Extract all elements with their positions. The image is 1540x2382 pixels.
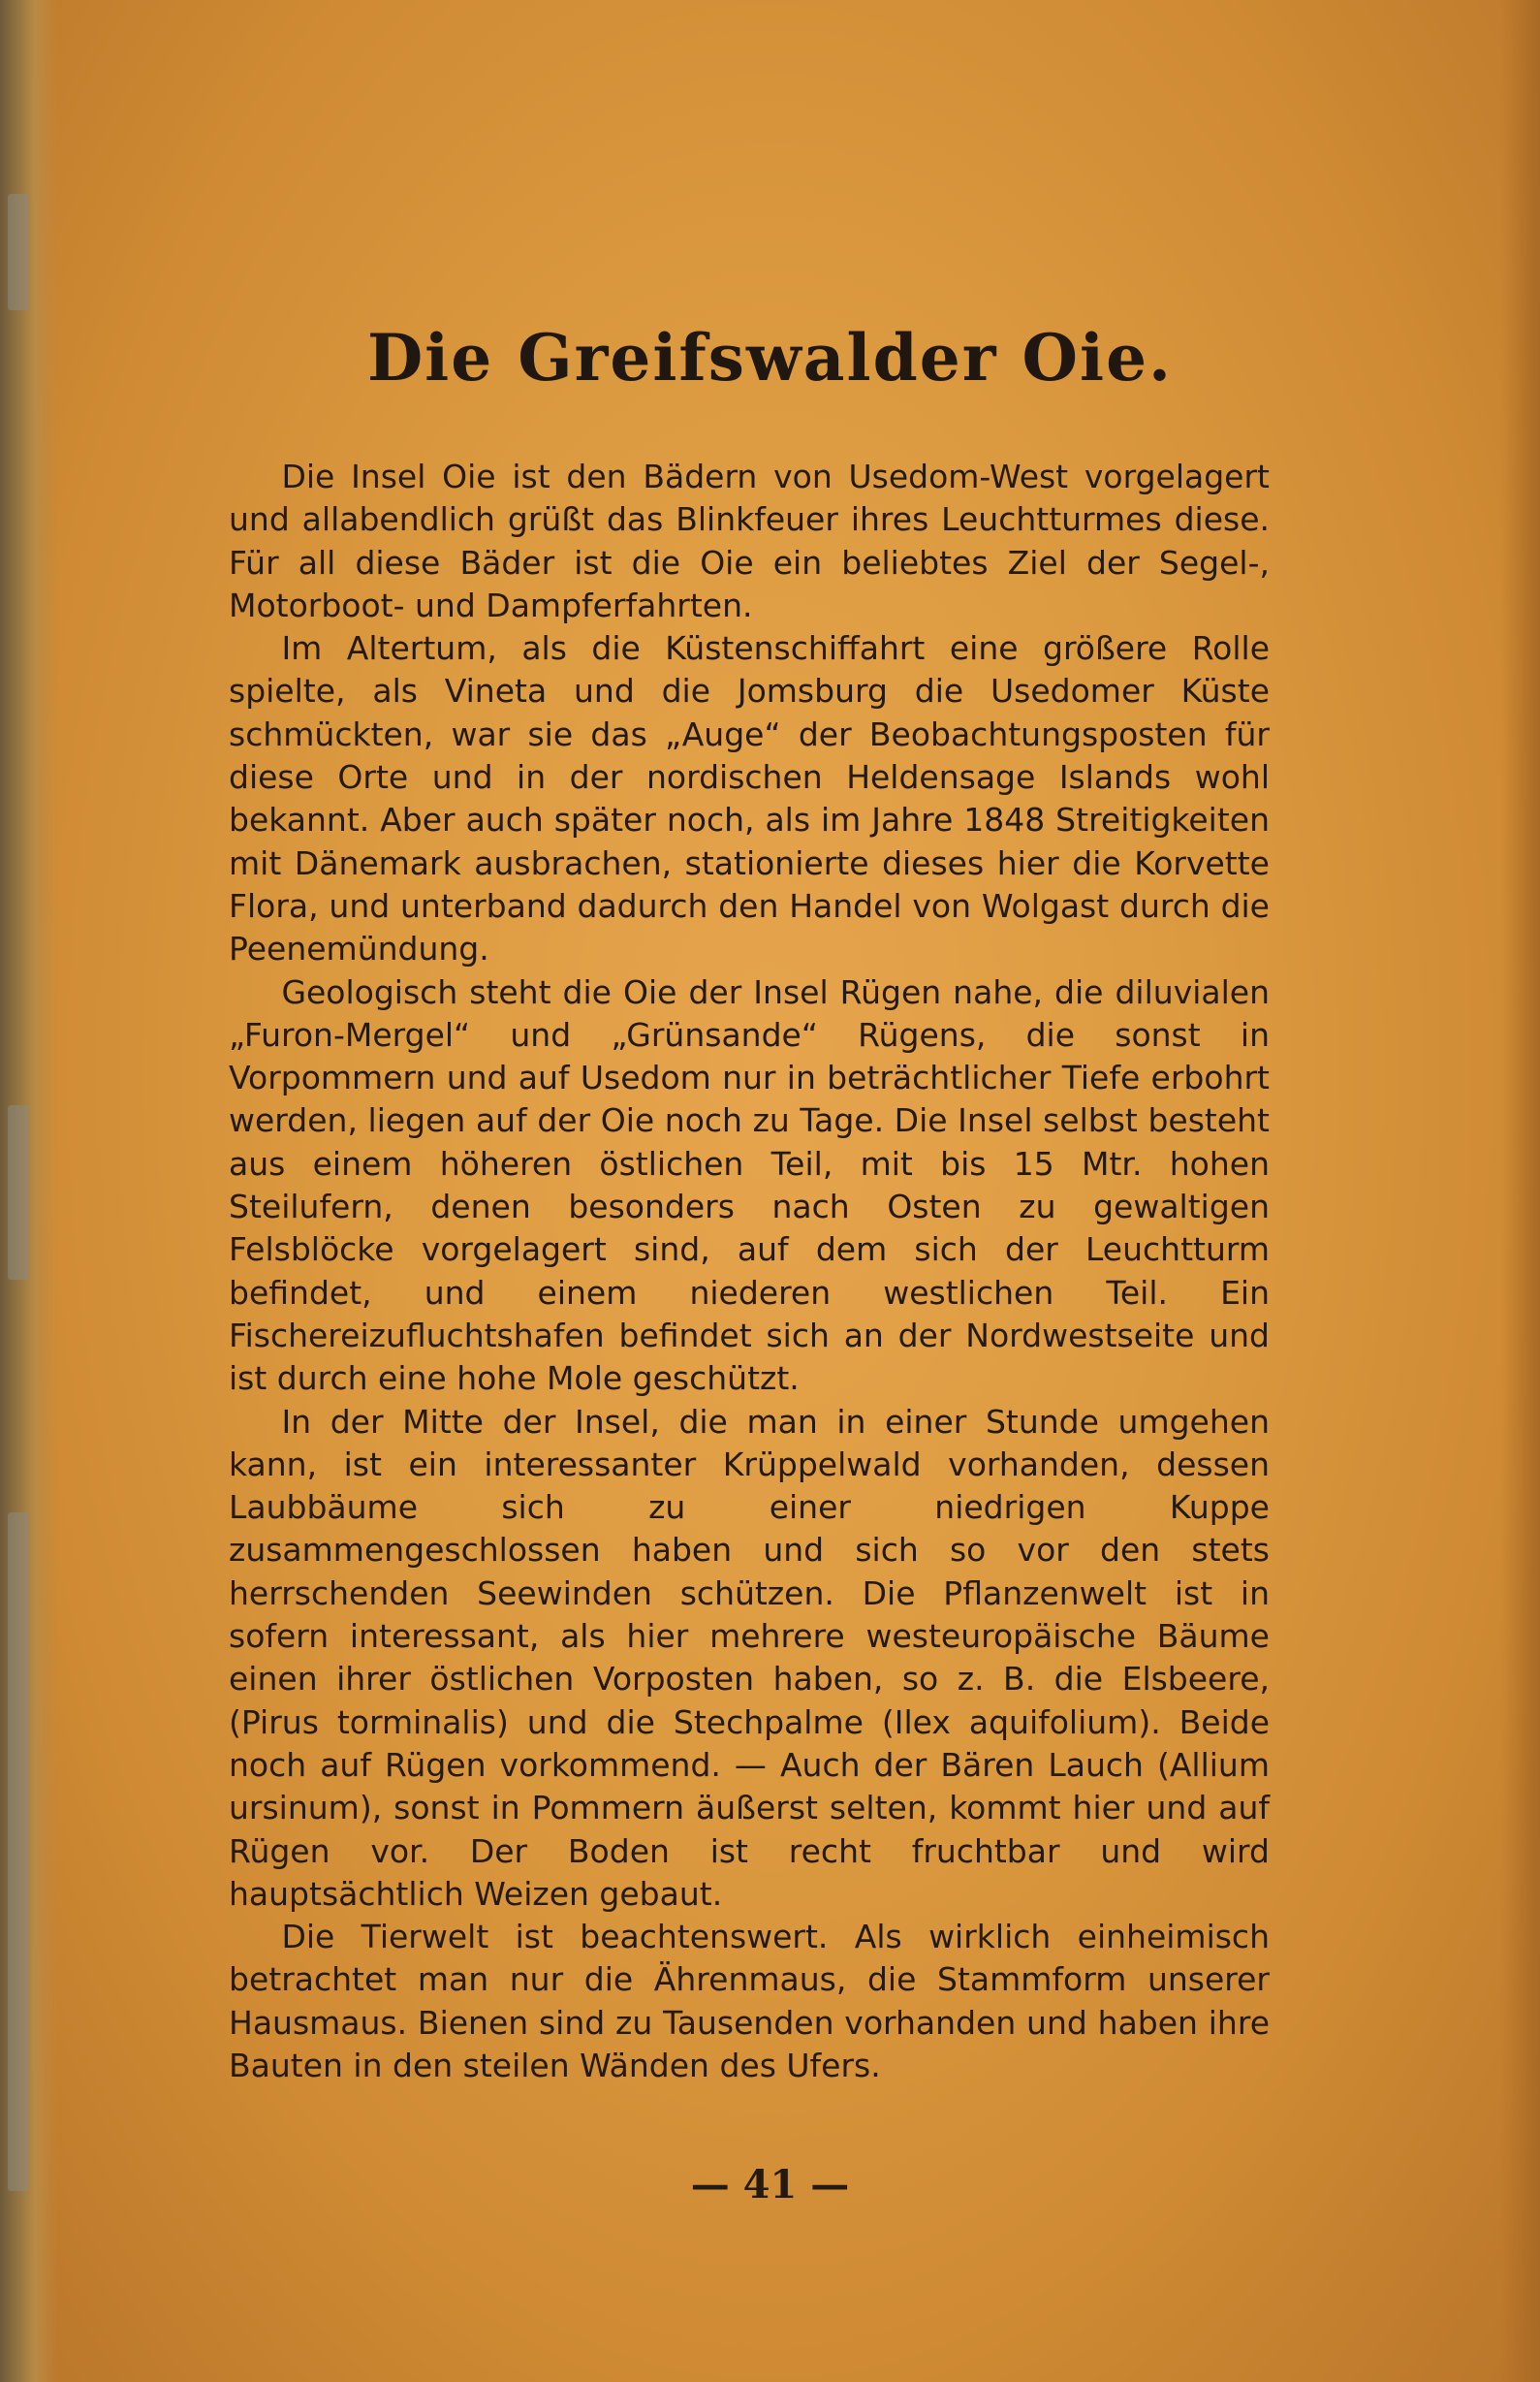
paragraph-2: Im Altertum, als die Küstenschiffahrt eine größere Rolle spielte, als Vineta und die Jomsburg die Usedomer Küste schmückten, war sie das „Auge“ der Beobachtungsposten für diese Orte und in der nordischen Heldensage Islands wohl bekannt. Aber auch später noch, als im Jahre 1848 Streitigkeiten mit Dänemark ausbrachen, stationierte dieses hier die Korvette Flora, und unterband dadurch den Handel von Wolgast durch die Peenemündung.: [229, 629, 1270, 969]
page-title: Die Greifswalder Oie.: [366, 320, 1174, 396]
page-number: — 41 —: [690, 2162, 850, 2207]
paragraph-3: Geologisch steht die Oie der Insel Rügen nahe, die diluvialen „Furon-Mergel“ und „Grünsande“ Rügens, die sonst in Vorpommern und auf Usedom nur in beträchtlicher Tiefe erbohrt werden, liegen auf der Oie noch zu Tage. Die Insel selbst besteht aus einem höheren östlichen Teil, mit bis 15 Mtr. hohen Steilufern, denen besonders nach Osten zu gewaltigen Felsblöcke vorgelagert sind, auf dem sich der Leuchtturm befindet, und einem niederen westlichen Teil. Ein Fischereizufluchtshafen befindet sich an der Nordwestseite und ist durch eine hohe Mole geschützt.: [229, 972, 1270, 1398]
binding-stain: [8, 1512, 29, 2191]
paragraph-1: Die Insel Oie ist den Bädern von Usedom-West vorgelagert und allabendlich grüßt das Blinkfeuer ihres Leuchtturmes diese. Für all diese Bäder ist die Oie ein beliebtes Ziel der Segel-, Motorboot- und Dampferfahrten.: [229, 458, 1270, 624]
binding-stain: [8, 194, 29, 310]
body-text: [229, 456, 1270, 2087]
paragraph-5: Die Tierwelt ist beachtenswert. Als wirklich einheimisch betrachtet man nur die Ährenmaus, die Stammform unserer Hausmaus. Bienen sind zu Tausenden vorhanden und haben ihre Bauten in den steilen Wänden des Ufers.: [229, 1918, 1270, 2084]
binding-stain: [8, 1105, 29, 1280]
paragraph-4: In der Mitte der Insel, die man in einer Stunde umgehen kann, ist ein interessanter Krüppelwald vorhanden, dessen Laubbäume sich zu einer niedrigen Kuppe zusammengeschlossen haben und sich so vor den stets herrschenden Seewinden schützen. Die Pflanzenwelt ist in sofern interessant, als hier mehrere westeuropäische Bäume einen ihrer östlichen Vorposten haben, so z. B. die Elsbeere, (Pirus torminalis) und die Stechpalme (Ilex aquifolium). Beide noch auf Rügen vorkommend. — Auch der Bären Lauch (Allium ursinum), sonst in Pommern äußerst selten, kommt hier und auf Rügen vor. Der Boden ist recht fruchtbar und wird hauptsächtlich Weizen gebaut.: [229, 1402, 1270, 1913]
